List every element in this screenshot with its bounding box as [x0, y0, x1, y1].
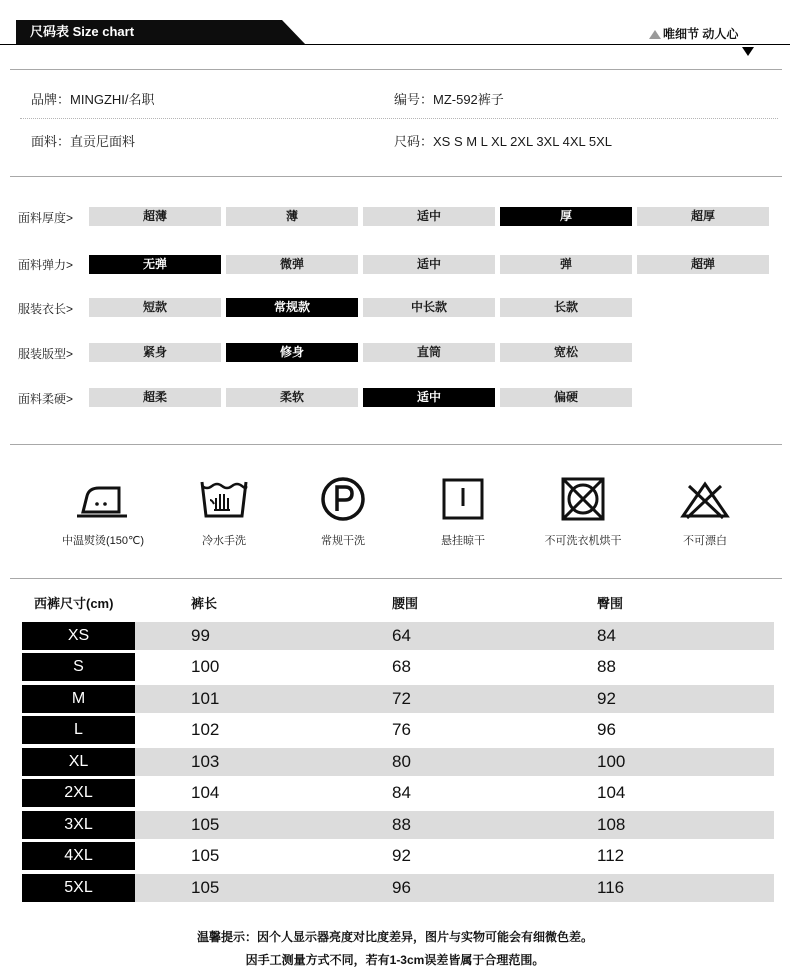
care-label: 不可洗衣机烘干 — [544, 535, 622, 547]
size-cell: L — [22, 716, 135, 744]
iron-icon — [38, 476, 168, 520]
header-divider — [0, 44, 790, 45]
attr-option: 适中 — [363, 255, 495, 274]
table-row — [22, 842, 774, 870]
attr-option: 超弹 — [637, 255, 769, 274]
table-row — [22, 685, 774, 713]
section-divider — [10, 444, 782, 445]
waist-cell: 84 — [392, 783, 411, 802]
table-row — [22, 716, 774, 744]
length-cell: 103 — [191, 752, 220, 771]
waist-cell: 72 — [392, 689, 411, 708]
attr-option: 紧身 — [89, 343, 221, 362]
attr-option: 超薄 — [89, 207, 221, 226]
size-cell: M — [22, 685, 135, 713]
attr-option: 常规款 — [226, 298, 358, 317]
attr-option: 微弹 — [226, 255, 358, 274]
attr-label: 面料柔硬> — [18, 392, 74, 406]
section-divider — [10, 69, 782, 70]
no-bleach-icon — [640, 476, 770, 522]
size-cell: XS — [22, 622, 135, 650]
waist-cell: 76 — [392, 720, 411, 739]
attr-option: 适中 — [363, 207, 495, 226]
attr-option: 无弹 — [89, 255, 221, 274]
waist-cell: 64 — [392, 626, 411, 645]
table-header-size: 西裤尺寸(cm) — [34, 596, 114, 611]
table-header-waist: 腰围 — [392, 596, 419, 611]
care-label: 悬挂晾干 — [441, 535, 485, 547]
page-header — [0, 0, 790, 50]
section-divider — [10, 176, 782, 177]
table-row — [22, 779, 774, 807]
size-cell: 4XL — [22, 842, 135, 870]
table-header-hip: 臀围 — [597, 596, 624, 611]
attr-option: 中长款 — [363, 298, 495, 317]
care-label: 不可漂白 — [683, 535, 727, 547]
size-cell: 5XL — [22, 874, 135, 902]
table-row — [22, 748, 774, 776]
attr-option: 弹 — [500, 255, 632, 274]
waist-cell: 80 — [392, 752, 411, 771]
size-cell: XL — [22, 748, 135, 776]
care-label: 常规干洗 — [321, 535, 365, 547]
table-header-length: 裤长 — [191, 596, 218, 611]
no-tumble-dry-icon — [518, 476, 648, 522]
length-cell: 101 — [191, 689, 220, 708]
care-label: 冷水手洗 — [202, 535, 246, 547]
hang-dry-icon — [398, 476, 528, 522]
table-row — [22, 622, 774, 650]
attr-label: 面料厚度> — [18, 211, 74, 225]
care-label: 中温熨烫(150℃) — [61, 535, 145, 547]
hip-cell: 88 — [597, 657, 616, 676]
fabric-info: 面料：直贡尼面料 — [31, 134, 136, 149]
table-row — [22, 653, 774, 681]
brand-info: 品牌：MINGZHI/名职 — [31, 92, 155, 107]
attr-option: 宽松 — [500, 343, 632, 362]
header-slogan: 唯细节 动人心 — [663, 27, 739, 41]
length-cell: 105 — [191, 815, 220, 834]
hip-cell: 96 — [597, 720, 616, 739]
triangle-up-icon — [649, 30, 661, 39]
attr-option: 短款 — [89, 298, 221, 317]
waist-cell: 88 — [392, 815, 411, 834]
hip-cell: 100 — [597, 752, 626, 771]
attr-label: 服装版型> — [18, 347, 74, 361]
size-cell: 2XL — [22, 779, 135, 807]
attr-option: 适中 — [363, 388, 495, 407]
attr-option: 柔软 — [226, 388, 358, 407]
notice-text: 因手工测量方式不同，若有1-3cm误差皆属于合理范围。 — [245, 953, 545, 967]
attr-option: 修身 — [226, 343, 358, 362]
size-cell: S — [22, 653, 135, 681]
waist-cell: 96 — [392, 878, 411, 897]
hand-wash-icon — [159, 476, 289, 520]
length-cell: 102 — [191, 720, 220, 739]
hip-cell: 104 — [597, 783, 626, 802]
attr-label: 服装衣长> — [18, 302, 74, 316]
attr-option: 偏硬 — [500, 388, 632, 407]
dry-clean-p-icon — [278, 476, 408, 522]
hip-cell: 112 — [597, 846, 625, 865]
notice-text: 温馨提示：因个人显示器亮度对比度差异，图片与实物可能会有细微色差。 — [196, 930, 593, 944]
hip-cell: 92 — [597, 689, 616, 708]
waist-cell: 68 — [392, 657, 411, 676]
code-info: 编号：MZ-592裤子 — [394, 92, 504, 107]
hip-cell: 84 — [597, 626, 616, 645]
size-cell: 3XL — [22, 811, 135, 839]
table-row — [22, 874, 774, 902]
length-cell: 105 — [191, 846, 220, 865]
attr-option: 长款 — [500, 298, 632, 317]
header-title: 尺码表 Size chart — [30, 24, 135, 39]
triangle-down-icon — [742, 47, 754, 56]
length-cell: 104 — [191, 783, 220, 802]
attr-option: 超柔 — [89, 388, 221, 407]
dotted-divider — [20, 118, 778, 119]
attr-option: 直筒 — [363, 343, 495, 362]
hip-cell: 108 — [597, 815, 626, 834]
attr-label: 面料弹力> — [18, 258, 74, 272]
sizes-info: 尺码：XS S M L XL 2XL 3XL 4XL 5XL — [394, 134, 612, 149]
table-row — [22, 811, 774, 839]
length-cell: 100 — [191, 657, 220, 676]
hip-cell: 116 — [597, 878, 625, 897]
section-divider — [10, 578, 782, 579]
attr-option: 薄 — [226, 207, 358, 226]
length-cell: 99 — [191, 626, 210, 645]
length-cell: 105 — [191, 878, 220, 897]
waist-cell: 92 — [392, 846, 411, 865]
attr-option: 厚 — [500, 207, 632, 226]
attr-option: 超厚 — [637, 207, 769, 226]
